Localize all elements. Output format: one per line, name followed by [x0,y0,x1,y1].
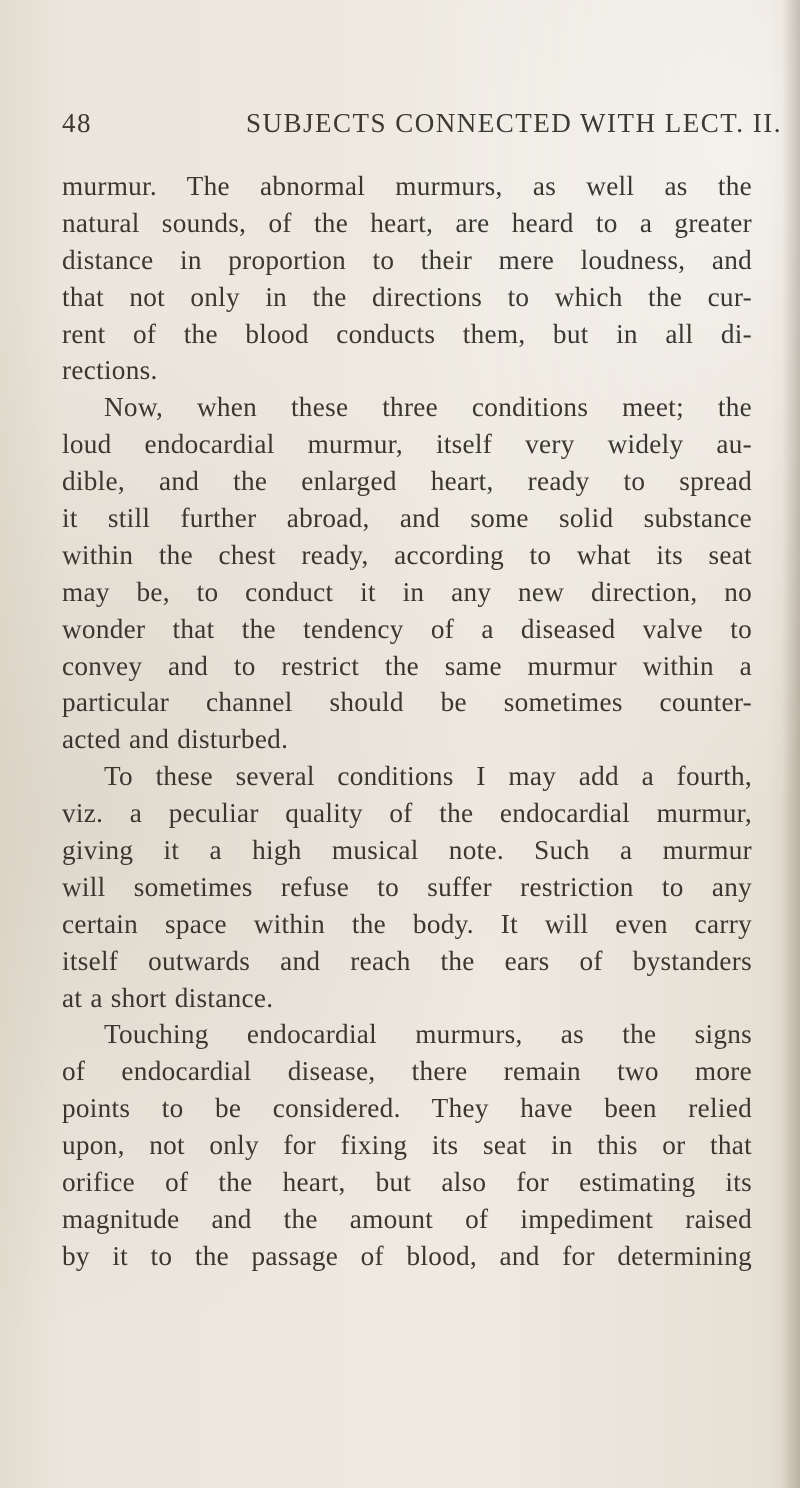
text-line: Now, when these three conditions meet; the [104,392,752,423]
body-text [62,168,752,1275]
text-line: rections. [62,355,158,386]
page-number: 48 [62,108,92,138]
text-line: may be, to conduct it in any new direction, no [62,576,752,607]
text-line: within the chest ready, according to what its seat [62,539,752,570]
text-line: acted and disturbed. [62,724,289,755]
text-line: certain space within the body. It will even carry [62,908,752,939]
text-line: it still further abroad, and some solid substance [62,503,752,534]
text-line: points to be considered. They have been relied [62,1093,752,1124]
page-edge-shadow [782,0,800,1488]
text-line: rent of the blood conducts them, but in all di- [62,318,752,349]
text-line: of endocardial disease, there remain two more [62,1056,752,1087]
text-line: wonder that the tendency of a diseased valve to [62,613,752,644]
text-line: by it to the passage of blood, and for determining [62,1240,752,1271]
text-line: itself outwards and reach the ears of bystanders [62,945,752,976]
text-line: To these several conditions I may add a fourth, [104,761,752,792]
text-line: murmur. The abnormal murmurs, as well as the [62,171,752,201]
text-line: viz. a peculiar quality of the endocardial murmur, [62,798,752,829]
text-line: upon, not only for fixing its seat in this or that [62,1130,752,1161]
page-header [62,108,782,148]
text-line: particular channel should be sometimes counter- [62,687,752,718]
text-line: loud endocardial murmur, itself very widely au- [62,429,752,460]
text-line: that not only in the directions to which the cur- [62,281,752,312]
text-line: Touching endocardial murmurs, as the signs [104,1019,752,1050]
text-line: natural sounds, of the heart, are heard to a greater [62,207,752,238]
text-line: magnitude and the amount of impediment raised [62,1203,752,1234]
text-line: will sometimes refuse to suffer restriction to any [62,871,752,902]
text-line: dible, and the enlarged heart, ready to spread [62,466,752,497]
text-line: orifice of the heart, but also for estimating its [62,1167,752,1198]
text-line: convey and to restrict the same murmur within a [62,650,752,681]
running-title: SUBJECTS CONNECTED WITH LECT. II. [246,108,782,138]
text-line: at a short distance. [62,982,274,1013]
text-line: giving it a high musical note. Such a murmur [62,835,752,866]
text-line: distance in proportion to their mere loudness, and [62,244,752,275]
